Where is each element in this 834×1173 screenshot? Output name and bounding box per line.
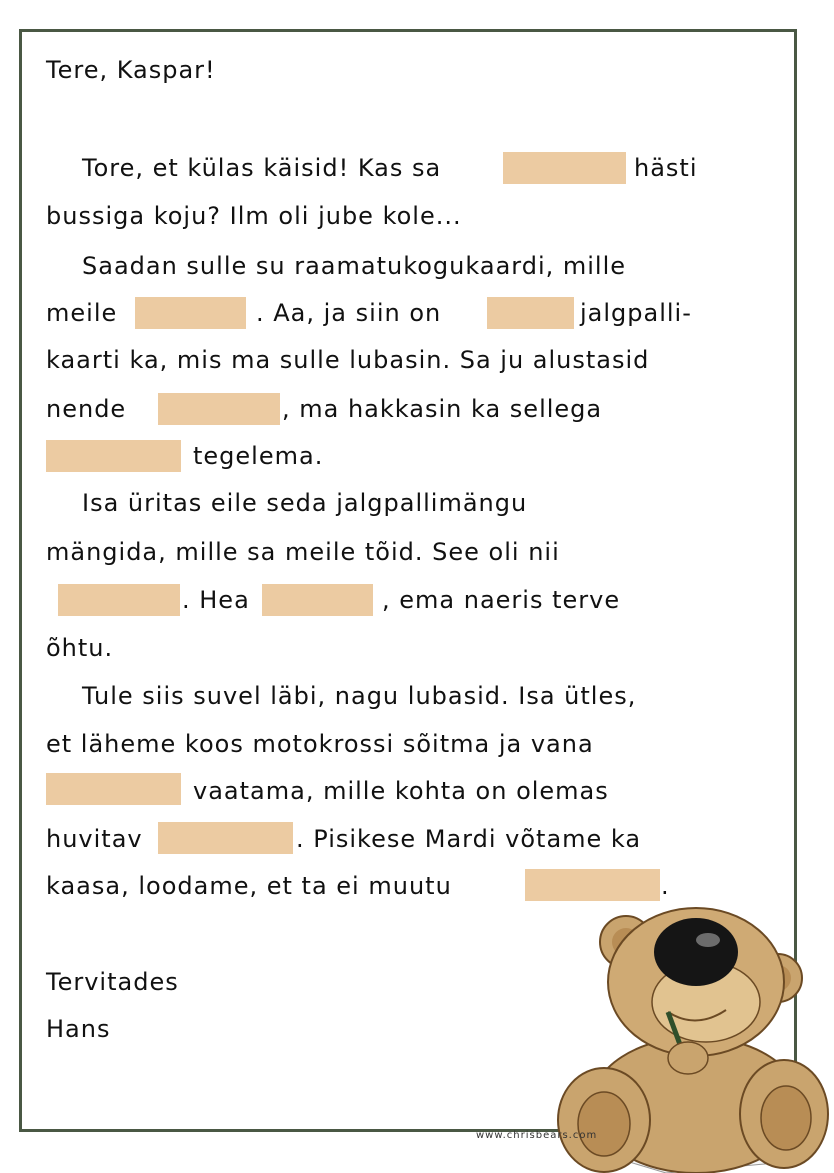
letter-text: . (661, 872, 670, 900)
fill-in-blank[interactable] (46, 440, 181, 472)
letter-text: vaatama, mille kohta on olemas (193, 777, 609, 805)
letter-text: hästi (634, 154, 698, 182)
letter-closing: Tervitades (46, 968, 179, 996)
fill-in-blank[interactable] (525, 869, 660, 901)
letter-text: . Hea (182, 586, 250, 614)
letter-text: , ema naeris terve (382, 586, 621, 614)
letter-text: bussiga koju? Ilm oli jube kole... (46, 202, 462, 230)
letter-text: nende (46, 395, 127, 423)
fill-in-blank[interactable] (158, 393, 280, 425)
letter-text: et läheme koos motokrossi sõitma ja vana (46, 730, 594, 758)
letter-text: tegelema. (193, 442, 324, 470)
fill-in-blank[interactable] (135, 297, 246, 329)
letter-text: , ma hakkasin ka sellega (282, 395, 603, 423)
letter-text: . Pisikese Mardi võtame ka (296, 825, 642, 853)
letter-text: kaarti ka, mis ma sulle lubasin. Sa ju alustasid (46, 346, 650, 374)
teddy-bear-illustration (556, 900, 834, 1173)
letter-text: huvitav (46, 825, 143, 853)
fill-in-blank[interactable] (487, 297, 574, 329)
letter-text: . Aa, ja siin on (256, 299, 442, 327)
letter-text: mängida, mille sa meile tõid. See oli nii (46, 538, 560, 566)
letter-text: õhtu. (46, 634, 114, 662)
fill-in-blank[interactable] (262, 584, 373, 616)
fill-in-blank[interactable] (503, 152, 626, 184)
fill-in-blank[interactable] (58, 584, 180, 616)
letter-text: Tule siis suvel läbi, nagu lubasid. Isa ütles, (82, 682, 637, 710)
website-credit: www.chrisbears.com (476, 1130, 598, 1141)
letter-text: kaasa, loodame, et ta ei muutu (46, 872, 452, 900)
fill-in-blank[interactable] (158, 822, 293, 854)
letter-text: jalgpalli- (580, 299, 692, 327)
letter-text: Saadan sulle su raamatukogukaardi, mille (82, 252, 627, 280)
letter-signature: Hans (46, 1015, 111, 1043)
letter-greeting: Tere, Kaspar! (46, 56, 216, 84)
letter-text: meile (46, 299, 118, 327)
letter-text: Isa üritas eile seda jalgpallimängu (82, 489, 528, 517)
fill-in-blank[interactable] (46, 773, 181, 805)
letter-text: Tore, et külas käisid! Kas sa (82, 154, 442, 182)
